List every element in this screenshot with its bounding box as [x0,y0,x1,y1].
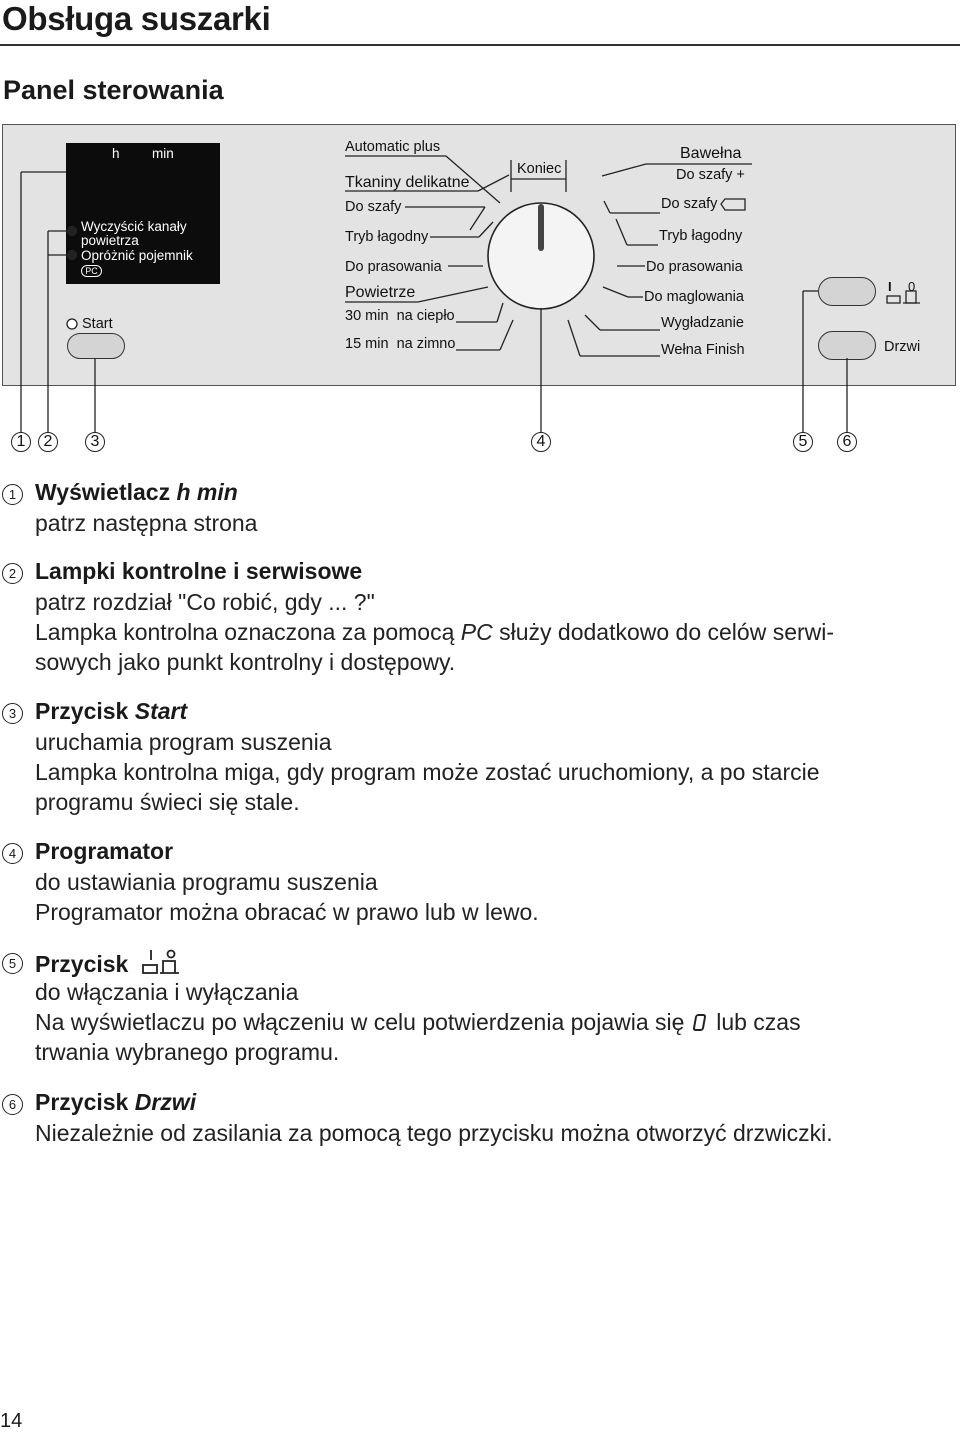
program-bawelna: Bawełna [680,145,742,162]
program-tryb-lagodny-left: Tryb łagodny [345,229,429,245]
lamp-clean-label-2: powietrza [81,233,139,248]
program-do-maglowania: Do maglowania [644,289,744,305]
item-text: Lampka kontrolna oznaczona za pomocą PC służy dodatkowo do celów serwi- [35,619,835,645]
start-label: Start [82,316,113,332]
program-do-szafy-plus: Do szafy + [676,167,745,183]
program-automatic-plus: Automatic plus [345,139,441,155]
item-text: patrz następna strona [35,510,258,536]
callout-3: 3 [85,432,105,452]
item-text: Lampka kontrolna miga, gdy program może zostać uruchomiony, a po starcie [35,759,820,785]
program-do-prasowania-left: Do prasowania [345,259,442,275]
item-heading: Przycisk [35,948,181,978]
item-text: programu świeci się stale. [35,789,300,815]
power-label-0: 0 [908,279,916,294]
item-text: uruchamia program suszenia [35,729,332,755]
power-label-i: I [888,279,892,294]
display-h-label: h [112,146,120,161]
segment-zero-icon [692,1014,706,1031]
item-number: 6 [2,1094,23,1115]
program-30-min: 30 min na ciepło [345,308,455,324]
item-heading: Wyświetlacz h min [35,479,238,505]
callout-4: 4 [531,432,551,452]
door-label: Drzwi [884,339,921,355]
program-tkaniny-delikatne: Tkaniny delikatne [345,174,470,191]
page-number: 14 [0,1410,23,1432]
item-number: 4 [2,843,23,864]
callout-1: 1 [11,432,31,452]
program-15-min: 15 min na zimno [345,336,456,352]
item-number: 2 [2,563,23,584]
program-powietrze: Powietrze [345,284,416,301]
item-heading: Przycisk Start [35,698,188,724]
lamp-clean-label-1: Wyczyścić kanały [81,219,187,234]
item-text: Programator można obracać w prawo lub w lewo. [35,899,539,925]
item-heading: Przycisk Drzwi [35,1089,197,1115]
callout-5: 5 [793,432,813,452]
item-heading: Programator [35,838,174,864]
power-symbol-icon [141,948,181,976]
program-tryb-lagodny-right: Tryb łagodny [659,228,743,244]
program-welna-finish: Wełna Finish [661,342,745,358]
item-heading: Lampki kontrolne i serwisowe [35,558,363,584]
item-text: trwania wybranego programu. [35,1039,340,1065]
item-text: sowych jako punkt kontrolny i dostępowy. [35,649,456,675]
program-do-szafy-right: Do szafy [661,196,718,212]
panel-drawing [0,0,960,460]
program-do-prasowania-right: Do prasowania [646,259,743,275]
display-min-label: min [152,146,174,161]
item-number: 3 [2,703,23,724]
lamp-empty-label: Opróżnić pojemnik [81,248,193,263]
item-number: 5 [2,953,23,974]
section-title: Panel sterowania [3,75,224,105]
callout-2: 2 [38,432,58,452]
program-wygladzanie: Wygładzanie [661,315,744,331]
item-text: do włączania i wyłączania [35,979,299,1005]
page-title: Obsługa suszarki [2,0,271,37]
program-do-szafy-left: Do szafy [345,199,402,215]
item-text: Niezależnie od zasilania za pomocą tego przycisku można otworzyć drzwiczki. [35,1120,833,1146]
item-text: Na wyświetlaczu po włączeniu w celu potwierdzenia pojawia się lub czas [35,1009,801,1035]
item-text: patrz rozdział "Co robić, gdy ... ?" [35,589,375,615]
item-text: do ustawiania programu suszenia [35,869,378,895]
item-number: 1 [2,484,23,505]
callout-6: 6 [837,432,857,452]
pc-lamp-label: PC [81,265,102,277]
end-label: Koniec [517,161,562,177]
